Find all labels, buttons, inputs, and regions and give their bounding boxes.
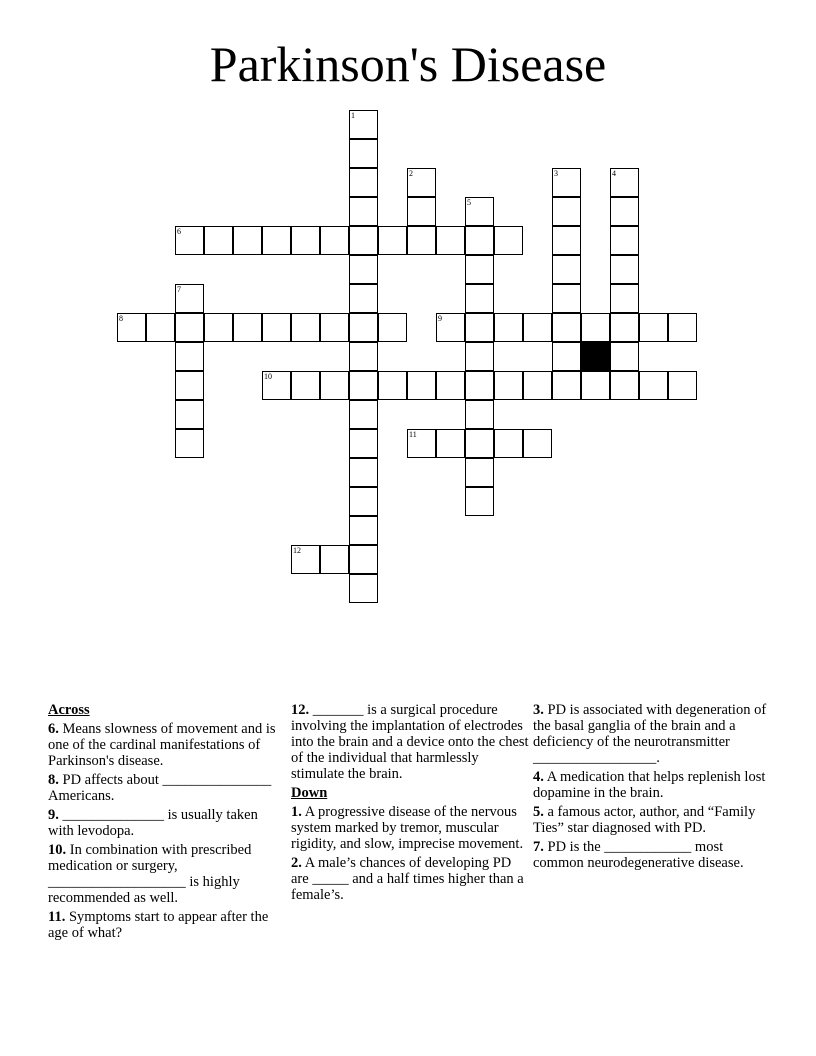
crossword-cell[interactable] xyxy=(552,168,581,197)
clue-number-label: 2 xyxy=(409,169,413,178)
crossword-cell[interactable] xyxy=(262,226,291,255)
clue-number-label: 4 xyxy=(612,169,616,178)
clue-number-label: 3 xyxy=(554,169,558,178)
crossword-cell[interactable] xyxy=(378,313,407,342)
clue-down-2 xyxy=(291,855,529,903)
clues-column-1 xyxy=(48,702,286,944)
clues-column-3 xyxy=(533,702,771,874)
clue-text: A medication that helps replenish lost dopamine in the brain. xyxy=(533,769,766,801)
crossword-cell[interactable] xyxy=(378,226,407,255)
clue-number-label: 7 xyxy=(177,285,181,294)
clue-number: 6. xyxy=(48,721,59,737)
crossword-cell[interactable] xyxy=(262,371,291,400)
clue-text: ______________ is usually taken with levodopa. xyxy=(48,807,258,839)
crossword-cell[interactable] xyxy=(465,226,494,255)
clue-down-5 xyxy=(533,804,771,836)
crossword-cell[interactable] xyxy=(175,226,204,255)
clue-across-12 xyxy=(291,702,529,782)
crossword-cell[interactable] xyxy=(146,313,175,342)
crossword-cell[interactable] xyxy=(552,313,581,342)
crossword-cell[interactable] xyxy=(610,371,639,400)
crossword-cell[interactable] xyxy=(552,255,581,284)
crossword-cell[interactable] xyxy=(436,429,465,458)
crossword-cell[interactable] xyxy=(465,197,494,226)
crossword-cell[interactable] xyxy=(320,226,349,255)
clue-number: 7. xyxy=(533,839,544,855)
crossword-cell[interactable] xyxy=(465,458,494,487)
clue-number-label: 5 xyxy=(467,198,471,207)
crossword-cell[interactable] xyxy=(349,574,378,603)
clue-across-6 xyxy=(48,721,286,769)
clue-number: 9. xyxy=(48,807,59,823)
crossword-cell[interactable] xyxy=(175,313,204,342)
crossword-cell[interactable] xyxy=(436,313,465,342)
clue-number: 2. xyxy=(291,855,302,871)
crossword-cell[interactable] xyxy=(204,226,233,255)
crossword-cell[interactable] xyxy=(581,371,610,400)
crossword-cell[interactable] xyxy=(610,168,639,197)
clue-text: Symptoms start to appear after the age of what? xyxy=(48,909,269,941)
crossword-cell[interactable] xyxy=(552,197,581,226)
crossword-cell[interactable] xyxy=(465,255,494,284)
clue-text: _______ is a surgical procedure involving the implantation of electrodes into the brain and a device onto the chest of the individual that harmlessly stimulate the brain. xyxy=(291,702,529,782)
clue-number: 1. xyxy=(291,804,302,820)
clue-down-3 xyxy=(533,702,771,766)
crossword-cell[interactable] xyxy=(668,371,697,400)
crossword-cell[interactable] xyxy=(349,516,378,545)
clue-number-label: 1 xyxy=(351,111,355,120)
crossword-cell[interactable] xyxy=(465,487,494,516)
crossword-cell[interactable] xyxy=(523,313,552,342)
clue-down-4 xyxy=(533,769,771,801)
crossword-cell[interactable] xyxy=(494,313,523,342)
crossword-cell[interactable] xyxy=(407,226,436,255)
clue-text: PD is the ____________ most common neurodegenerative disease. xyxy=(533,839,744,871)
crossword-cell[interactable] xyxy=(436,371,465,400)
clue-across-11 xyxy=(48,909,286,941)
crossword-cell[interactable] xyxy=(349,168,378,197)
clue-down-1 xyxy=(291,804,529,852)
crossword-cell[interactable] xyxy=(320,545,349,574)
crossword-cell[interactable] xyxy=(349,110,378,139)
crossword-cell[interactable] xyxy=(407,197,436,226)
crossword-cell[interactable] xyxy=(349,400,378,429)
crossword-cell[interactable] xyxy=(349,226,378,255)
crossword-cell[interactable] xyxy=(349,458,378,487)
crossword-cell[interactable] xyxy=(668,313,697,342)
crossword-cell[interactable] xyxy=(610,284,639,313)
clue-number-label: 11 xyxy=(409,430,417,439)
clues-column-2 xyxy=(291,702,529,906)
crossword-cell[interactable] xyxy=(639,313,668,342)
clue-across-8 xyxy=(48,772,286,804)
clue-text: PD is associated with degeneration of the basal ganglia of the brain and a deficiency of the neurotransmitter _________________. xyxy=(533,702,767,766)
crossword-cell[interactable] xyxy=(291,313,320,342)
crossword-cell[interactable] xyxy=(291,226,320,255)
crossword-cell[interactable] xyxy=(349,255,378,284)
crossword-cell[interactable] xyxy=(175,400,204,429)
crossword-cell[interactable] xyxy=(465,284,494,313)
crossword-cell[interactable] xyxy=(639,371,668,400)
clue-text: PD affects about _______________ Americans. xyxy=(48,772,272,804)
clue-number: 11. xyxy=(48,909,66,925)
crossword-cell[interactable] xyxy=(233,226,262,255)
clue-number: 12. xyxy=(291,702,310,718)
crossword-cell[interactable] xyxy=(523,429,552,458)
crossword-cell[interactable] xyxy=(465,342,494,371)
clue-number-label: 10 xyxy=(264,372,272,381)
crossword-cell[interactable] xyxy=(552,371,581,400)
crossword-cell[interactable] xyxy=(407,429,436,458)
clue-number-label: 6 xyxy=(177,227,181,236)
clue-number-label: 12 xyxy=(293,546,301,555)
crossword-cell[interactable] xyxy=(494,429,523,458)
crossword-cell[interactable] xyxy=(552,226,581,255)
clue-number: 3. xyxy=(533,702,544,718)
crossword-cell[interactable] xyxy=(436,226,465,255)
clue-across-9 xyxy=(48,807,286,839)
page-title: Parkinson's Disease xyxy=(209,36,607,92)
crossword-cell[interactable] xyxy=(291,545,320,574)
crossword-cell[interactable] xyxy=(610,255,639,284)
clue-text: A progressive disease of the nervous system marked by tremor, muscular rigidity, and slow, imprecise movement. xyxy=(291,804,524,852)
crossword-cell[interactable] xyxy=(494,371,523,400)
crossword-cell[interactable] xyxy=(320,371,349,400)
crossword-cell[interactable] xyxy=(349,284,378,313)
crossword-cell[interactable] xyxy=(349,487,378,516)
crossword-cell[interactable] xyxy=(465,371,494,400)
crossword-cell[interactable] xyxy=(233,313,262,342)
crossword-cell[interactable] xyxy=(610,313,639,342)
crossword-cell[interactable] xyxy=(465,400,494,429)
clue-text: In combination with prescribed medication or surgery, ___________________ is highly recommended as well. xyxy=(48,842,252,906)
crossword-block xyxy=(581,342,610,371)
crossword-cell[interactable] xyxy=(610,197,639,226)
clue-number-label: 8 xyxy=(119,314,123,323)
crossword-cell[interactable] xyxy=(117,313,146,342)
crossword-cell[interactable] xyxy=(349,545,378,574)
crossword-cell[interactable] xyxy=(175,284,204,313)
crossword-cell[interactable] xyxy=(349,342,378,371)
crossword-cell[interactable] xyxy=(349,313,378,342)
clue-number: 5. xyxy=(533,804,544,820)
crossword-cell[interactable] xyxy=(291,371,320,400)
crossword-cell[interactable] xyxy=(175,371,204,400)
crossword-cell[interactable] xyxy=(175,429,204,458)
crossword-cell[interactable] xyxy=(204,313,233,342)
clue-number-label: 9 xyxy=(438,314,442,323)
crossword-cell[interactable] xyxy=(407,168,436,197)
crossword-cell[interactable] xyxy=(523,371,552,400)
crossword-cell[interactable] xyxy=(552,342,581,371)
crossword-cell[interactable] xyxy=(407,371,436,400)
clue-text: A male’s chances of developing PD are _____ and a half times higher than a female’s. xyxy=(291,855,524,903)
crossword-cell[interactable] xyxy=(552,284,581,313)
crossword-cell[interactable] xyxy=(349,429,378,458)
crossword-cell[interactable] xyxy=(349,139,378,168)
crossword-cell[interactable] xyxy=(175,342,204,371)
down-heading: Down xyxy=(291,785,328,801)
crossword-cell[interactable] xyxy=(465,429,494,458)
crossword-cell[interactable] xyxy=(610,226,639,255)
crossword-cell[interactable] xyxy=(262,313,291,342)
crossword-cell[interactable] xyxy=(320,313,349,342)
clue-number: 4. xyxy=(533,769,544,785)
clue-down-7 xyxy=(533,839,771,871)
clue-number: 8. xyxy=(48,772,59,788)
crossword-cell[interactable] xyxy=(610,342,639,371)
crossword-cell[interactable] xyxy=(378,371,407,400)
crossword-cell[interactable] xyxy=(494,226,523,255)
clue-number: 10. xyxy=(48,842,67,858)
crossword-cell[interactable] xyxy=(349,197,378,226)
crossword-cell[interactable] xyxy=(465,313,494,342)
across-heading: Across xyxy=(48,702,90,718)
clue-text: a famous actor, author, and “Family Ties” star diagnosed with PD. xyxy=(533,804,756,836)
clue-across-10 xyxy=(48,842,286,906)
clue-text: Means slowness of movement and is one of the cardinal manifestations of Parkinson's disease. xyxy=(48,721,276,769)
crossword-cell[interactable] xyxy=(581,313,610,342)
crossword-cell[interactable] xyxy=(349,371,378,400)
